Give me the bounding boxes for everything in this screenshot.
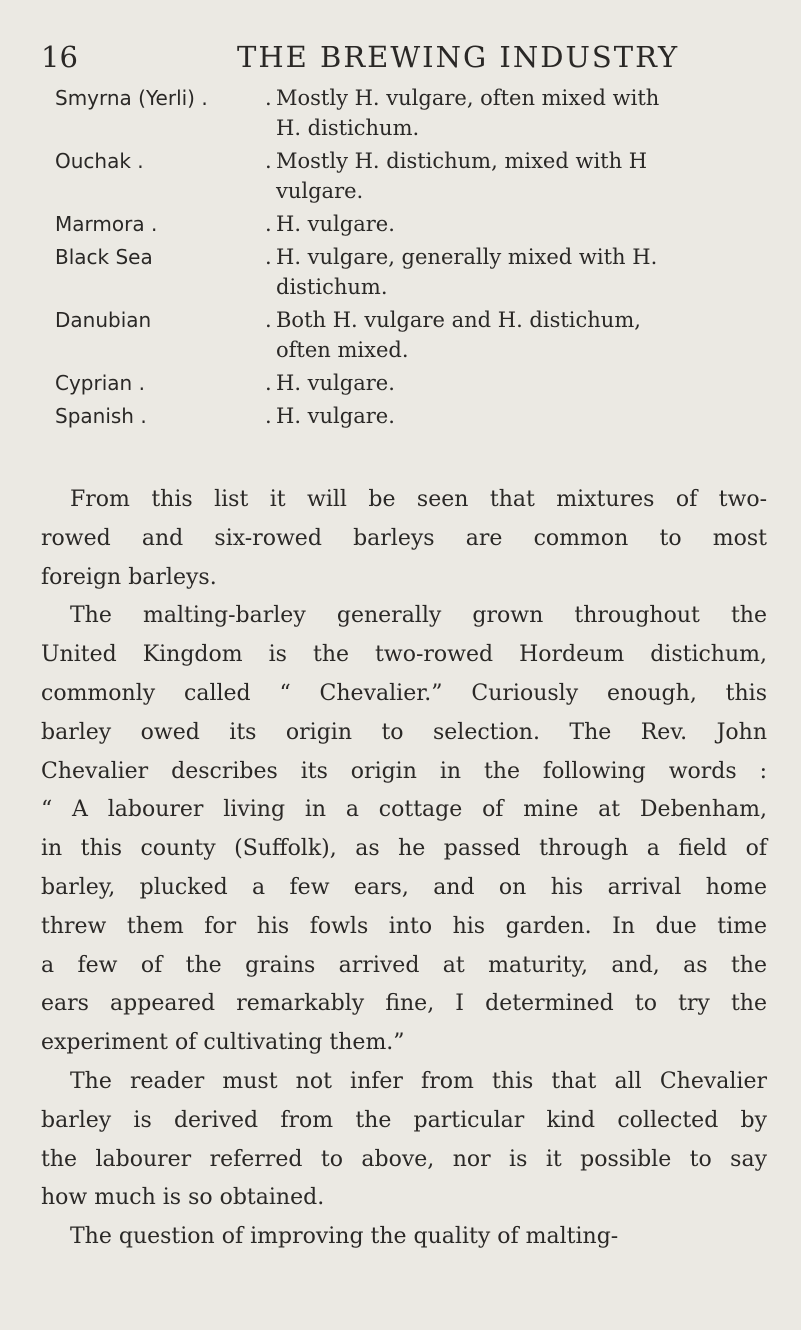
text-line: The reader must not infer from this that all Chevalier [70, 1068, 767, 1094]
text-line: in this county (Suffolk), as he passed through a field of [41, 836, 767, 862]
table-row [55, 83, 775, 143]
text-line: Chevalier describes its origin in the following words : [41, 758, 767, 784]
leader-dot: . [265, 371, 272, 395]
text-line: a few of the grains arrived at maturity, and, as the [41, 952, 767, 978]
row-description [276, 146, 775, 206]
text-line: the labourer referred to above, nor is it possible to say [41, 1146, 767, 1172]
barley-origin-table [55, 83, 775, 434]
text-line: “ A labourer living in a cottage of mine at Debenham, [41, 797, 767, 823]
text-line: From this list it will be seen that mixtures of two- [70, 487, 767, 512]
table-row [55, 305, 775, 365]
text-line: rowed and six-rowed barleys are common to most [41, 525, 767, 551]
text-line: how much is so obtained. [41, 1185, 325, 1211]
text-line: ears appeared remarkably fine, I determined to try the [41, 991, 767, 1017]
description-line: Mostly H. vulgare, often mixed with [276, 86, 660, 110]
row-label: Danubian [55, 308, 152, 332]
table-row [55, 368, 775, 398]
description-line: often mixed. [276, 338, 409, 362]
text-line: threw them for his fowls into his garden. In due time [41, 913, 767, 939]
page-number: 16 [41, 40, 78, 74]
description-line: H. distichum. [276, 116, 420, 140]
description-line: H. vulgare, generally mixed with H. [276, 245, 658, 269]
text-line: The question of improving the quality of malting- [70, 1224, 619, 1250]
row-description [276, 209, 775, 239]
table-row [55, 146, 775, 206]
row-label: Cyprian . [55, 371, 145, 395]
row-label: Marmora . [55, 212, 158, 236]
leader-dot: . [265, 308, 272, 332]
description-line: distichum. [276, 275, 388, 299]
description-line: H. vulgare. [276, 404, 395, 428]
running-title: THE BREWING INDUSTRY [237, 40, 680, 74]
leader-dot: . [265, 245, 272, 269]
leader-dot: . [265, 149, 272, 173]
row-label: Smyrna (Yerli) . [55, 86, 208, 110]
table-row [55, 242, 775, 302]
description-line: H. vulgare. [276, 212, 395, 236]
row-description [276, 83, 775, 143]
text-line: experiment of cultivating them.” [41, 1030, 405, 1056]
running-head [41, 37, 761, 77]
row-description [276, 305, 775, 365]
body-text [41, 481, 767, 1257]
text-line: foreign barleys. [41, 564, 217, 590]
row-label: Spanish . [55, 404, 147, 428]
table-row [55, 209, 775, 239]
text-line: The malting-barley generally grown throughout the [70, 603, 767, 629]
description-line: vulgare. [276, 179, 364, 203]
text-line: barley owed its origin to selection. The Rev. John [41, 719, 767, 745]
description-line: Both H. vulgare and H. distichum, [276, 308, 641, 332]
leader-dot: . [265, 86, 272, 110]
text-line: commonly called “ Chevalier.” Curiously enough, this [41, 680, 767, 706]
text-line: United Kingdom is the two-rowed Hordeum distichum, [41, 642, 767, 668]
row-description [276, 401, 775, 431]
leader-dot: . [265, 212, 272, 236]
table-row [55, 401, 775, 431]
text-line: barley, plucked a few ears, and on his arrival home [41, 874, 767, 900]
row-description [276, 368, 775, 398]
row-label: Ouchak . [55, 149, 144, 173]
description-line: Mostly H. distichum, mixed with H [276, 149, 648, 173]
leader-dot: . [265, 404, 272, 428]
description-line: H. vulgare. [276, 371, 395, 395]
row-label: Black Sea [55, 245, 153, 269]
row-description [276, 242, 775, 302]
text-line: barley is derived from the particular kind collected by [41, 1107, 767, 1133]
